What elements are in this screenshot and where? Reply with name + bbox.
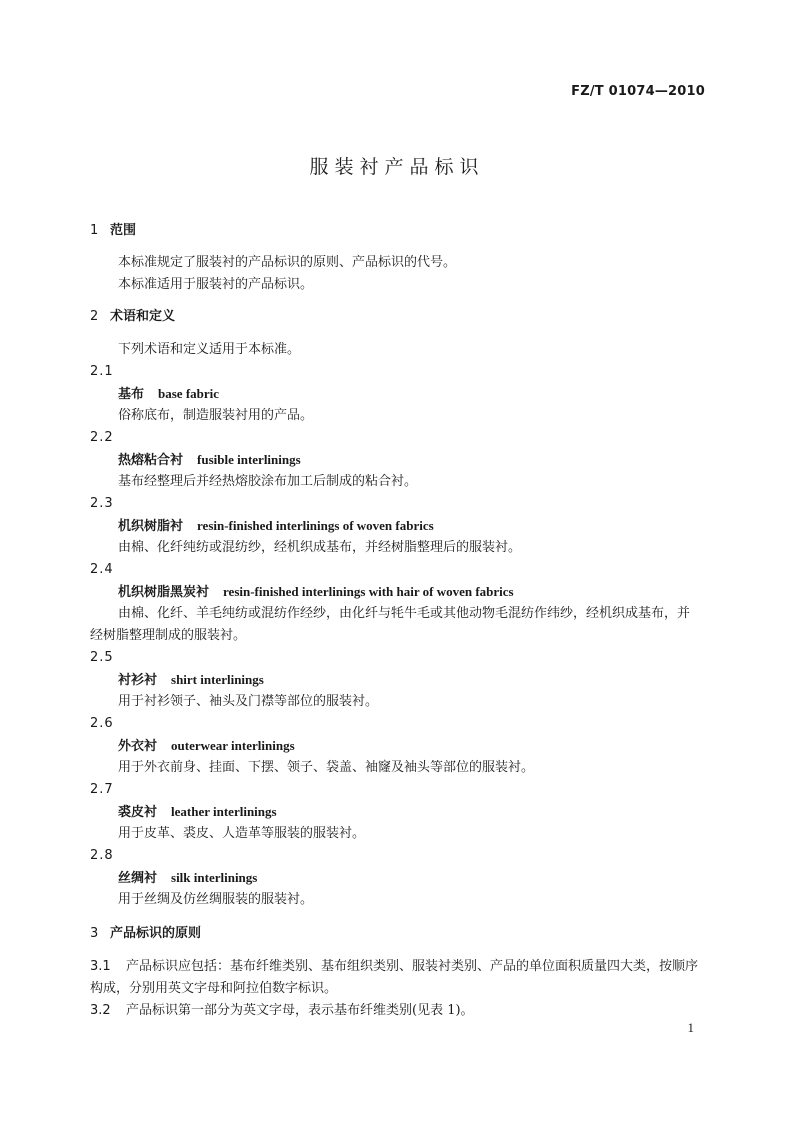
section-1-heading — [90, 222, 136, 240]
clause-number: 2.6 — [90, 716, 114, 731]
clause-number: 3.1 — [90, 959, 111, 974]
paragraph: 本标准适用于服装衬的产品标识。 — [118, 277, 314, 292]
term-entry — [118, 517, 434, 536]
term-definition: 用于衬衫领子、袖头及门襟等部位的服装衬。 — [118, 694, 379, 709]
section-title: 范围 — [110, 223, 137, 238]
term-definition: 由棉、化纤纯纺或混纺纱，经机织成基布，并经树脂整理后的服装衬。 — [118, 540, 522, 555]
term-chinese: 机织树脂衬 — [118, 519, 184, 534]
term-entry — [118, 671, 264, 690]
section-3-heading — [90, 925, 201, 943]
term-chinese: 基布 — [118, 387, 145, 402]
term-chinese: 外衣衬 — [118, 739, 158, 754]
term-entry — [118, 869, 257, 888]
section-title: 术语和定义 — [110, 309, 176, 324]
paragraph: 下列术语和定义适用于本标准。 — [118, 342, 301, 357]
clause-number: 2.1 — [90, 364, 114, 379]
term-chinese: 衬衫衬 — [118, 673, 158, 688]
term-english: outerwear interlinings — [171, 738, 295, 753]
term-english: resin-finished interlinings of woven fabrics — [197, 518, 434, 533]
clause-number: 3.2 — [90, 1003, 111, 1018]
section-number: 3 — [90, 926, 99, 941]
term-definition: 基布经整理后并经热熔胶涂布加工后制成的粘合衬。 — [118, 474, 418, 489]
term-english: base fabric — [158, 386, 220, 401]
term-definition: 用于皮革、裘皮、人造革等服装的服装衬。 — [118, 826, 366, 841]
term-definition: 用于丝绸及仿丝绸服装的服装衬。 — [118, 892, 314, 907]
term-entry — [118, 803, 277, 822]
term-chinese: 裘皮衬 — [118, 805, 158, 820]
standard-code: FZ/T 01074—2010 — [571, 84, 705, 99]
term-english: resin-finished interlinings with hair of woven fabrics — [223, 584, 514, 599]
document-title: 服装衬产品标识 — [309, 156, 485, 178]
term-entry — [118, 385, 219, 404]
section-2-heading — [90, 308, 175, 326]
clause-number: 2.4 — [90, 562, 114, 577]
term-entry — [118, 451, 301, 470]
clause-number: 2.3 — [90, 496, 114, 511]
clause-text: 产品标识第一部分为英文字母，表示基布纤维类别(见表 1)。 — [126, 1003, 474, 1018]
term-english: leather interlinings — [171, 804, 277, 819]
clause-number: 2.5 — [90, 650, 114, 665]
section-number: 2 — [90, 309, 99, 324]
term-chinese: 热熔粘合衬 — [118, 453, 184, 468]
term-definition: 用于外衣前身、挂面、下摆、领子、袋盖、袖窿及袖头等部位的服装衬。 — [118, 760, 535, 775]
term-english: shirt interlinings — [171, 672, 264, 687]
clause-number: 2.7 — [90, 782, 114, 797]
term-entry — [118, 583, 514, 602]
paragraph: 本标准规定了服装衬的产品标识的原则、产品标识的代号。 — [118, 255, 457, 270]
page-number: 1 — [687, 1020, 694, 1035]
term-entry — [118, 737, 295, 756]
term-definition: 由棉、化纤、羊毛纯纺或混纺作经纱，由化纤与牦牛毛或其他动物毛混纺作纬纱，经机织成基布，并 — [118, 606, 691, 621]
section-number: 1 — [90, 223, 99, 238]
term-english: fusible interlinings — [197, 452, 301, 467]
term-definition-continued: 经树脂整理制成的服装衬。 — [90, 628, 247, 643]
term-chinese: 机织树脂黑炭衬 — [118, 585, 210, 600]
clause-3-2 — [90, 1002, 474, 1020]
clause-number: 2.8 — [90, 848, 114, 863]
term-english: silk interlinings — [171, 870, 258, 885]
section-title: 产品标识的原则 — [110, 926, 202, 941]
clause-text: 产品标识应包括：基布纤维类别、基布组织类别、服装衬类别、产品的单位面积质量四大类，按顺序 — [126, 959, 699, 974]
clause-number: 2.2 — [90, 430, 114, 445]
term-definition: 俗称底布，制造服装衬用的产品。 — [118, 408, 314, 423]
clause-text-continued: 构成，分别用英文字母和阿拉伯数字标识。 — [90, 981, 338, 996]
term-chinese: 丝绸衬 — [118, 871, 158, 886]
clause-3-1 — [90, 958, 698, 976]
